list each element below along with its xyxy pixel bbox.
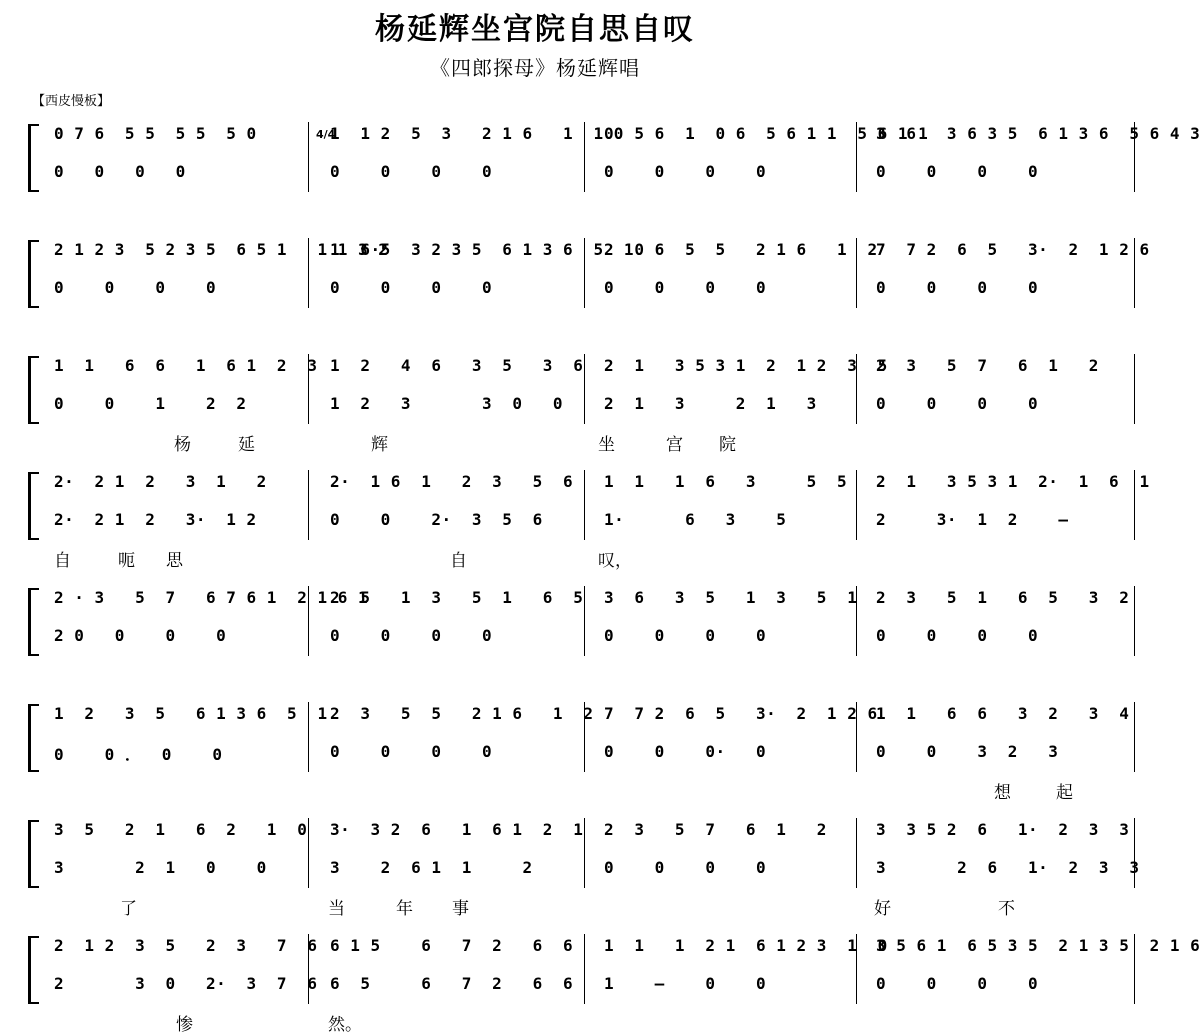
lyric-syllable: 起	[1056, 783, 1073, 803]
measure-accompaniment: 2 0 0 0 0	[54, 626, 227, 645]
measure-melody: 0 5 6 1 0 6 5 6 1 1 5 6 1 1	[604, 124, 929, 143]
lyric-syllable: 了	[120, 899, 137, 919]
measure-melody: 1 6·5 3 2 3 5 6 1 3 6 5 1	[330, 240, 634, 259]
measure-accompaniment: 2· 2 1 2 3· 1 2	[54, 510, 257, 529]
system-bracket	[28, 820, 39, 888]
bar-line-end	[1134, 818, 1135, 888]
measure-melody: 2 1 3 5 3 1 2· 1 6 1	[876, 472, 1150, 491]
measure-accompaniment: 0 0 3 2 3	[876, 742, 1059, 761]
measure-melody: 2 1 2 3 5 2 3 5 6 5 1 1 1 3 2	[54, 240, 389, 259]
lyric-syllable: 不	[998, 899, 1015, 919]
score-system	[26, 352, 1138, 455]
measure-melody: 1 1 6 6 3 2 3 4	[876, 704, 1130, 723]
measure-melody: 2 5 1 3 5 1 6 5	[330, 588, 584, 607]
measure-accompaniment: 1 — 0 0	[604, 974, 767, 993]
system-bracket	[28, 704, 39, 772]
score-system	[26, 700, 1138, 803]
measure-accompaniment: 0 0 1 2 2	[54, 394, 247, 413]
measure-melody: 1 1 1 6 3 5 5	[604, 472, 848, 491]
measure-accompaniment: 0 0 0 0	[876, 394, 1039, 413]
measure-melody: 1 1 1 2 1 6 1 2 3 1 0	[604, 936, 888, 955]
measure-accompaniment: 1 2 3 3 0 0	[330, 394, 564, 413]
measure-accompaniment: 3 2 6 1 1 2	[330, 858, 533, 877]
measure-melody: 3 6 3 6 3 5 6 1 3 6 5 6 4 3	[876, 124, 1200, 143]
score-system	[26, 816, 1140, 919]
score-system	[26, 932, 1200, 1035]
lyric-syllable: 事	[452, 899, 469, 919]
measure-accompaniment: 0 0 0 0	[876, 162, 1039, 181]
measure-melody: 1 1 6 6 1 6 1 2 3	[54, 356, 318, 375]
score-system	[26, 584, 1138, 682]
system-bracket	[28, 240, 39, 308]
bar-line	[308, 818, 309, 888]
measure-melody: 2 0 6 5 5 2 1 6 1 2	[604, 240, 878, 259]
measure-accompaniment: 3 2 6 1· 2 3 3	[876, 858, 1140, 877]
measure-melody: 2 1 3 5 3 1 2 1 2 3 5	[604, 356, 888, 375]
measure-melody: 3 5 2 1 6 2 1 0	[54, 820, 308, 839]
system-bracket	[28, 356, 39, 424]
lyric-syllable: 好	[874, 899, 891, 919]
measure-accompaniment: 0 0 0 0	[876, 278, 1039, 297]
measure-melody: 2 3 5 1 6 5 3 2	[876, 588, 1130, 607]
bar-line	[856, 470, 857, 540]
bar-line-end	[1134, 354, 1135, 424]
lyric-syllable: 年	[396, 899, 413, 919]
bar-line-end	[1134, 702, 1135, 772]
measure-accompaniment: 0 0 0 0	[876, 626, 1039, 645]
lyric-syllable: 叹，	[598, 551, 632, 571]
lyric-syllable: 辉	[371, 435, 388, 455]
bar-line	[584, 470, 585, 540]
score-system	[26, 236, 1150, 334]
measure-melody: 2· 1 6 1 2 3 5 6	[330, 472, 574, 491]
bar-line	[856, 818, 857, 888]
measure-melody: 1 2 4 6 3 5 3 6	[330, 356, 584, 375]
bar-line	[584, 586, 585, 656]
lyric-syllable: 延	[238, 435, 255, 455]
measure-accompaniment: 0 0 0 0	[330, 626, 493, 645]
page-title: 杨延辉坐宫院自思自叹	[375, 12, 695, 47]
measure-accompaniment: 0 0 0· 0	[604, 742, 767, 761]
measure-accompaniment: 2 3· 1 2 —	[876, 510, 1069, 529]
lyric-syllable: 自	[54, 551, 71, 571]
bar-line	[308, 470, 309, 540]
measure-accompaniment: 0 0 0 0	[876, 974, 1039, 993]
system-bracket	[28, 588, 39, 656]
lyric-syllable: 宫	[666, 435, 683, 455]
system-bracket	[28, 936, 39, 1004]
system-bracket	[28, 124, 39, 192]
measure-melody: 7 7 2 6 5 3· 2 1 2 6	[876, 240, 1150, 259]
measure-accompaniment: 0 0 0 0	[330, 162, 493, 181]
measure-melody: 3 6 3 5 1 3 5 1	[604, 588, 858, 607]
lyric-syllable: 自	[450, 551, 467, 571]
measure-accompaniment: 0 0 0 0	[54, 162, 186, 181]
measure-accompaniment: 0 0 0 0	[330, 278, 493, 297]
measure-melody: 6 1 5 6 7 2 6 6	[330, 936, 574, 955]
lyric-syllable: 惨	[176, 1015, 193, 1035]
bar-line	[584, 818, 585, 888]
measure-melody: 3 3 5 2 6 1· 2 3 3	[876, 820, 1130, 839]
measure-accompaniment: 3 2 1 0 0	[54, 858, 267, 877]
tempo-marking: 【西皮慢板】	[32, 94, 111, 109]
bar-line	[308, 122, 309, 192]
measure-accompaniment: 0 0 ． 0 0	[54, 745, 223, 764]
measure-melody: 0 7 6 5 5 5 5 5 0	[54, 124, 257, 143]
measure-accompaniment: 6 5 6 7 2 6 6	[330, 974, 574, 993]
measure-melody: 2 3 5 7 6 1 2	[876, 356, 1099, 375]
measure-accompaniment: 1· 6 3 5	[604, 510, 787, 529]
bar-line-end	[1134, 586, 1135, 656]
measure-melody: 2 1 2 3 5 2 3 7 6	[54, 936, 318, 955]
score-system	[26, 468, 1150, 571]
measure-melody: 2· 2 1 2 3 1 2	[54, 472, 267, 491]
measure-accompaniment: 0 0 0 0	[330, 742, 493, 761]
measure-accompaniment: 0 0 2· 3 5 6	[330, 510, 543, 529]
lyric-syllable: 思	[166, 551, 183, 571]
measure-melody: 7 7 2 6 5 3· 2 1 2 6	[604, 704, 878, 723]
lyric-syllable: 呃	[118, 551, 135, 571]
page-subtitle: 《四郎探母》杨延辉唱	[430, 56, 640, 80]
measure-accompaniment: 2 3 0 2· 3 7 6	[54, 974, 318, 993]
lyric-syllable: 杨	[174, 435, 191, 455]
measure-melody: 1 2 3 5 6 1 3 6 5 1	[54, 704, 328, 723]
measure-accompaniment: 0 0 0 0	[54, 278, 217, 297]
score-system	[26, 120, 1200, 218]
measure-melody: 2 · 3 5 7 6 7 6 1 2 1 6 1	[54, 588, 369, 607]
lyric-syllable: 然。	[328, 1015, 362, 1035]
measure-melody: 3 5 6 1 6 5 3 5 2 1 3 5 2 1 6	[876, 936, 1200, 955]
bar-line	[584, 354, 585, 424]
lyric-syllable: 院	[719, 435, 736, 455]
measure-melody: 2 3 5 7 6 1 2	[604, 820, 827, 839]
bar-line	[584, 934, 585, 1004]
time-signature: 4/4	[316, 128, 336, 141]
measure-accompaniment: 0 0 0 0	[604, 626, 767, 645]
measure-accompaniment: 0 0 0 0	[604, 162, 767, 181]
measure-melody: 1 1 2 5 3 2 1 6 1 1 0	[330, 124, 624, 143]
system-bracket	[28, 472, 39, 540]
measure-melody: 3· 3 2 6 1 6 1 2 1	[330, 820, 584, 839]
measure-accompaniment: 0 0 0 0	[604, 278, 767, 297]
measure-accompaniment: 0 0 0 0	[604, 858, 767, 877]
measure-melody: 2 3 5 5 2 1 6 1 2	[330, 704, 594, 723]
lyric-syllable: 想	[994, 783, 1011, 803]
lyric-syllable: 当	[328, 899, 345, 919]
measure-accompaniment: 2 1 3 2 1 3	[604, 394, 817, 413]
lyric-syllable: 坐	[598, 435, 615, 455]
